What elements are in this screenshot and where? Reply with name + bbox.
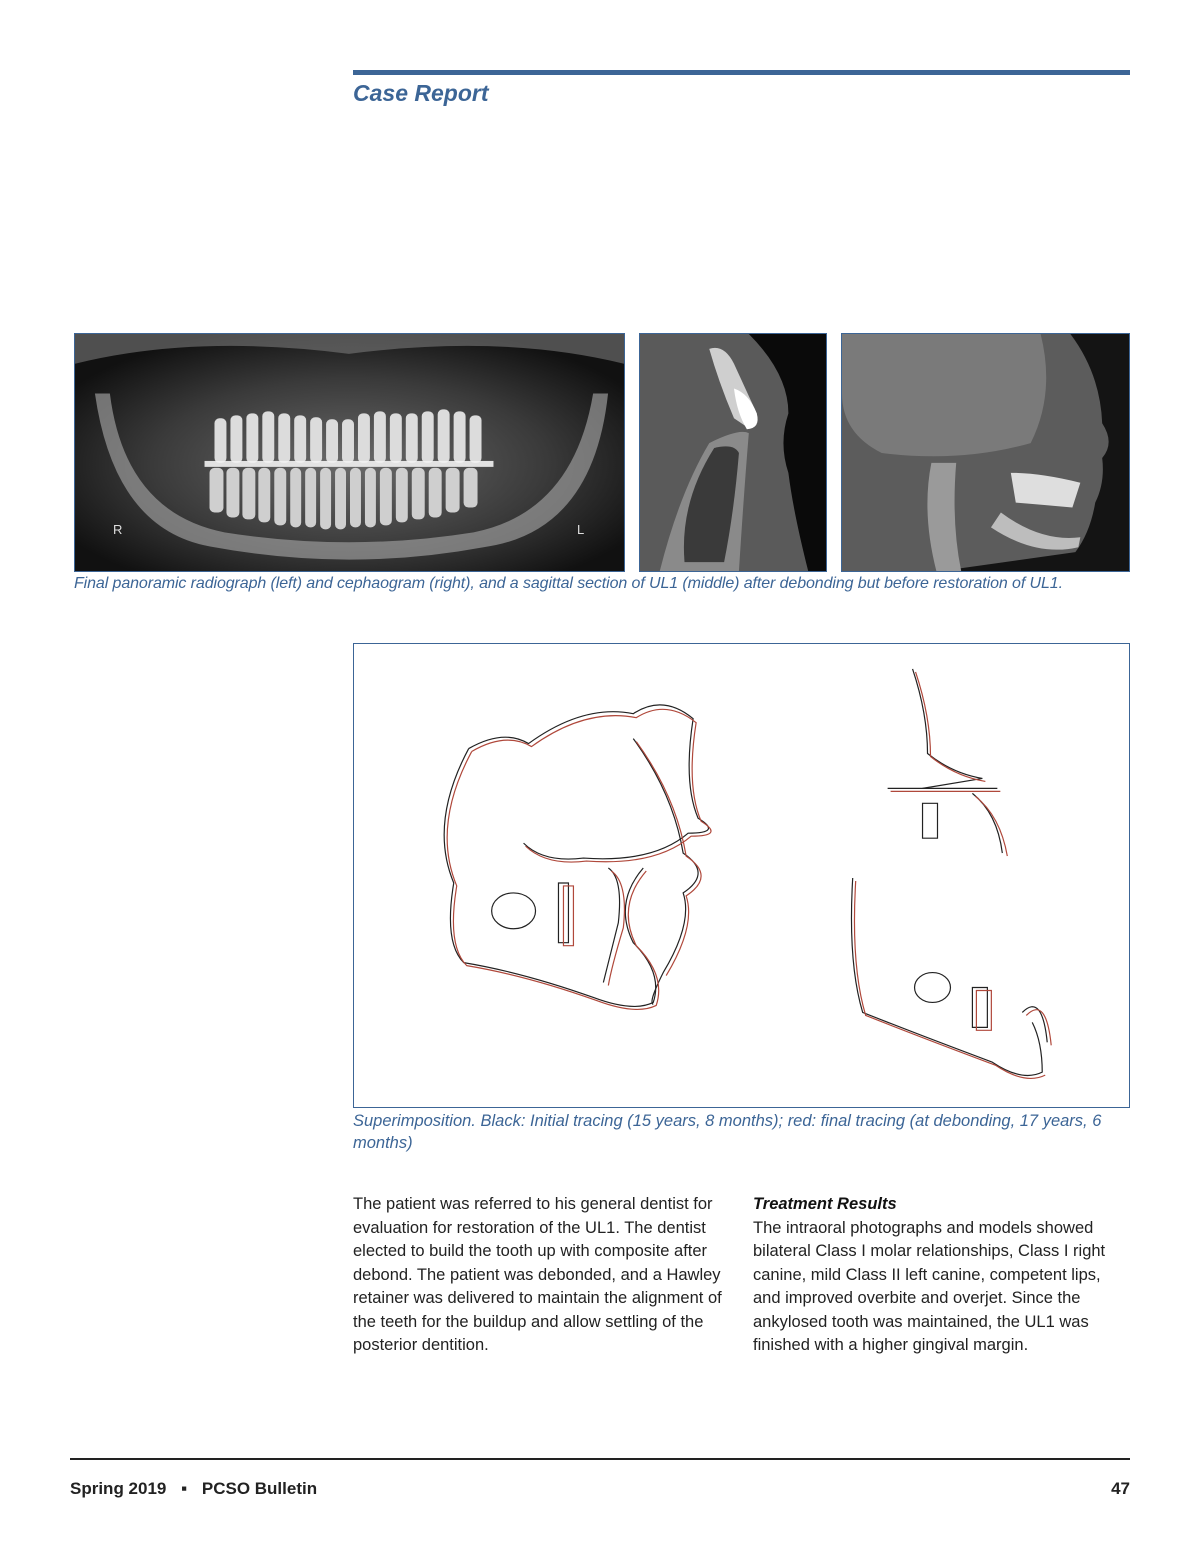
cephalogram-image [841,333,1130,572]
footer-rule [70,1458,1130,1460]
figure2-caption: Superimposition. Black: Initial tracing (15 years, 8 months); red: final tracing (at debonding, 17 years, 6 months) [353,1112,1102,1152]
panoramic-right-label: R [113,522,123,537]
body-column-left [353,1193,728,1358]
header-rule [353,70,1130,75]
panoramic-radiograph [74,333,625,572]
footer-issue: Spring 2019 [70,1479,167,1498]
body-paragraph-right: The intraoral photographs and models showed bilateral Class I molar relationships, Class I right canine, mild Class II left canine, competent lips, and improved overbite and overjet. Since the ankylosed tooth was maintained, the UL1 was finished with a higher gingival margin. [753,1218,1106,1354]
footer-journal: PCSO Bulletin [201,1479,318,1498]
section-title: Case Report [353,80,489,106]
sagittal-section-image [639,333,827,572]
treatment-results-heading: Treatment Results [753,1195,897,1213]
panoramic-left-label: L [577,522,585,537]
superimposition-tracing [353,643,1130,1108]
body-column-right [753,1193,1128,1358]
footer-separator: ▪ [181,1479,188,1498]
footer-publication [70,1479,317,1499]
final-tracing [447,672,1051,1079]
initial-tracing [444,669,1047,1076]
figure1-caption: Final panoramic radiograph (left) and cephaogram (right), and a sagittal section of UL1 (middle) after debonding but before restoration of UL1. [74,575,1063,592]
page-number: 47 [1111,1479,1130,1498]
body-paragraph-left: The patient was referred to his general dentist for evaluation for restoration of the UL1. The dentist elected to build the tooth up with composite after debond. The patient was debonded, and a Hawley retainer was delivered to maintain the alignment of the teeth for the buildup and allow settling of the posterior dentition. [353,1195,722,1354]
